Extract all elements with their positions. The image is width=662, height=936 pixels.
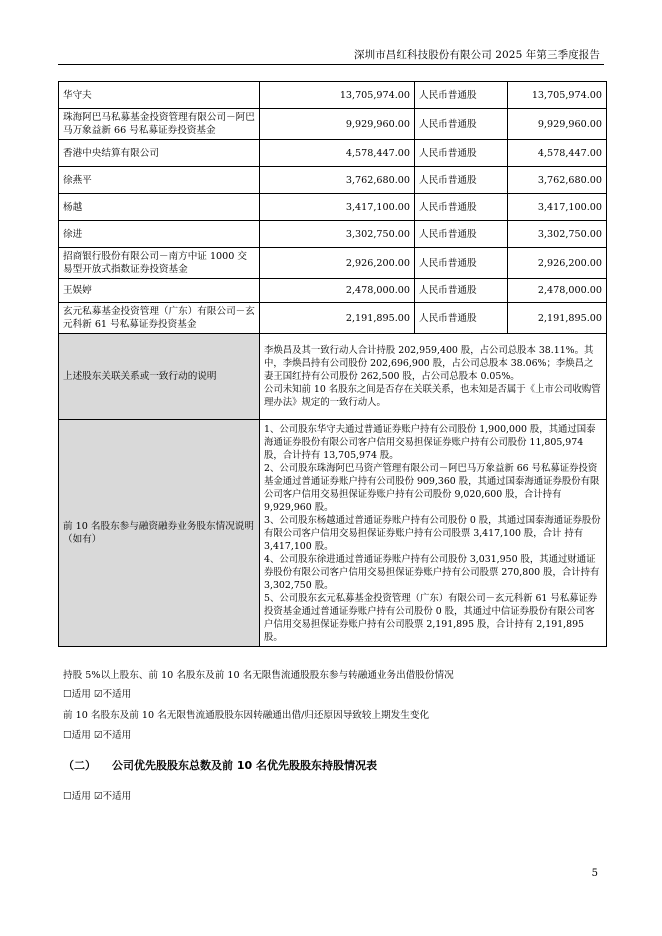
share-type: 人民币普通股 — [415, 248, 508, 279]
share-type: 人民币普通股 — [415, 109, 508, 140]
holder-name: 徐燕平 — [59, 167, 260, 194]
applicable-label: 适用 — [71, 730, 91, 741]
table-row — [59, 303, 607, 334]
share-type: 人民币普通股 — [415, 303, 508, 334]
checked-box-icon[interactable]: ☑ — [93, 689, 103, 700]
table-row — [59, 248, 607, 279]
not-applicable-label: 不适用 — [102, 730, 132, 741]
share-type: 人民币普通股 — [415, 194, 508, 221]
margin-item: 2、公司股东珠海阿巴马资产管理有限公司－阿巴马万象益新 66 号私募证券投资基金通过普通证券账户持有公司股份 909,360 股，其通过国泰海通证券股份有限公司客户信用交易担保证券账户持有公司股份 9,020,600 股，合计持有 9,929,960 股。 — [264, 462, 600, 513]
share-quantity: 2,926,200.00 — [508, 248, 607, 279]
share-type: 人民币普通股 — [415, 167, 508, 194]
holder-shares: 2,478,000.00 — [260, 279, 415, 303]
table-row — [59, 109, 607, 140]
table-row — [59, 167, 607, 194]
change-checkbox-line — [63, 727, 131, 741]
relation-paragraph: 李焕昌及其一致行动人合计持股 202,959,400 股，占公司总股本 38.11%。其中，李焕昌持有公司股份 202,696,900 股，占公司总股本 38.06%；李焕昌之妻王国红持有公司股份 262,500 股，占公司总股本 0.05%。 — [264, 345, 594, 382]
unchecked-box-icon[interactable]: ☐ — [63, 730, 72, 741]
section-heading: 公司优先股股东总数及前 10 名优先股股东持股情况表 — [112, 759, 377, 772]
holder-shares: 3,302,750.00 — [260, 221, 415, 248]
header-divider — [58, 64, 604, 65]
holder-name: 招商银行股份有限公司－南方中证 1000 交易型开放式指数证券投资基金 — [59, 248, 260, 279]
holder-shares: 2,191,895.00 — [260, 303, 415, 334]
unchecked-box-icon[interactable]: ☐ — [63, 791, 72, 802]
share-quantity: 2,191,895.00 — [508, 303, 607, 334]
holder-shares: 4,578,447.00 — [260, 140, 415, 167]
relation-label: 上述股东关联关系或一致行动的说明 — [59, 334, 260, 420]
share-type: 人民币普通股 — [415, 82, 508, 109]
share-quantity: 2,478,000.00 — [508, 279, 607, 303]
preferred-checkbox-line — [63, 788, 131, 802]
holder-shares: 13,705,974.00 — [260, 82, 415, 109]
unchecked-box-icon[interactable]: ☐ — [63, 689, 72, 700]
applicable-label: 适用 — [71, 689, 91, 700]
holder-name: 徐进 — [59, 221, 260, 248]
top-holders-table — [58, 81, 607, 647]
not-applicable-label: 不适用 — [102, 689, 132, 700]
share-quantity: 3,762,680.00 — [508, 167, 607, 194]
page-header: 深圳市昌红科技股份有限公司 2025 年第三季度报告 — [354, 49, 600, 61]
margin-note — [260, 420, 607, 647]
holder-shares: 9,929,960.00 — [260, 109, 415, 140]
holder-name: 杨越 — [59, 194, 260, 221]
share-quantity: 3,302,750.00 — [508, 221, 607, 248]
lending-checkbox-line — [63, 686, 131, 700]
holder-name: 王娱婷 — [59, 279, 260, 303]
relation-paragraph: 公司未知前 10 名股东之间是否存在关联关系，也未知是否属于《上市公司收购管理办法》规定的一致行动人。 — [264, 384, 601, 408]
table-row — [59, 194, 607, 221]
margin-row — [59, 420, 607, 647]
share-quantity: 3,417,100.00 — [508, 194, 607, 221]
holder-name: 香港中央结算有限公司 — [59, 140, 260, 167]
margin-label: 前 10 名股东参与融资融券业务股东情况说明（如有） — [59, 420, 260, 647]
share-type: 人民币普通股 — [415, 221, 508, 248]
margin-item: 3、公司股东杨越通过普通证券账户持有公司股份 0 股，其通过国泰海通证券股份有限公司客户信用交易担保证券账户持有公司股票 3,417,100 股，合计 持有 3,417,100 股。 — [264, 514, 601, 552]
share-quantity: 9,929,960.00 — [508, 109, 607, 140]
holder-name: 华守夫 — [59, 82, 260, 109]
checked-box-icon[interactable]: ☑ — [93, 730, 103, 741]
holder-shares: 3,417,100.00 — [260, 194, 415, 221]
table-row — [59, 140, 607, 167]
checked-box-icon[interactable]: ☑ — [93, 791, 103, 802]
change-statement: 前 10 名股东及前 10 名无限售流通股股东因转融通出借/归还原因导致较上期发生变化 — [63, 710, 430, 721]
margin-item: 4、公司股东徐进通过普通证券账户持有公司股份 3,031,950 股，其通过财通证券股份有限公司客户信用交易担保证券账户持有公司股票 270,800 股，合计持有 3,302,750 股。 — [264, 553, 600, 591]
relation-note — [260, 334, 607, 420]
holder-name: 珠海阿巴马私募基金投资管理有限公司－阿巴马万象益新 66 号私募证券投资基金 — [59, 109, 260, 140]
not-applicable-label: 不适用 — [102, 791, 132, 802]
holder-shares: 3,762,680.00 — [260, 167, 415, 194]
lending-statement: 持股 5%以上股东、前 10 名股东及前 10 名无限售流通股股东参与转融通业务出借股份情况 — [63, 670, 454, 681]
margin-item: 1、公司股东华守夫通过普通证券账户持有公司股份 1,900,000 股，其通过国泰海通证券股份有限公司客户信用交易担保证券账户持有公司股份 11,805,974 股，合计持有 13,705,974 股。 — [264, 423, 596, 461]
table-row — [59, 82, 607, 109]
share-type: 人民币普通股 — [415, 140, 508, 167]
page-number: 5 — [591, 868, 598, 879]
share-quantity: 4,578,447.00 — [508, 140, 607, 167]
share-quantity: 13,705,974.00 — [508, 82, 607, 109]
section-title — [63, 757, 377, 773]
table-row — [59, 221, 607, 248]
relation-row — [59, 334, 607, 420]
section-number: （二） — [63, 759, 96, 772]
holder-name: 玄元私募基金投资管理（广东）有限公司－玄元科新 61 号私募证券投资基金 — [59, 303, 260, 334]
applicable-label: 适用 — [71, 791, 91, 802]
holder-shares: 2,926,200.00 — [260, 248, 415, 279]
margin-item: 5、公司股东玄元私募基金投资管理（广东）有限公司－玄元科新 61 号私募证券投资基金通过普通证券账户持有公司股份 0 股，其通过中信证券股份有限公司客户信用交易担保证券账户持有公司股票 2,191,895 股，合计持有 2,191,895 股。 — [264, 592, 598, 643]
share-type: 人民币普通股 — [415, 279, 508, 303]
table-row — [59, 279, 607, 303]
